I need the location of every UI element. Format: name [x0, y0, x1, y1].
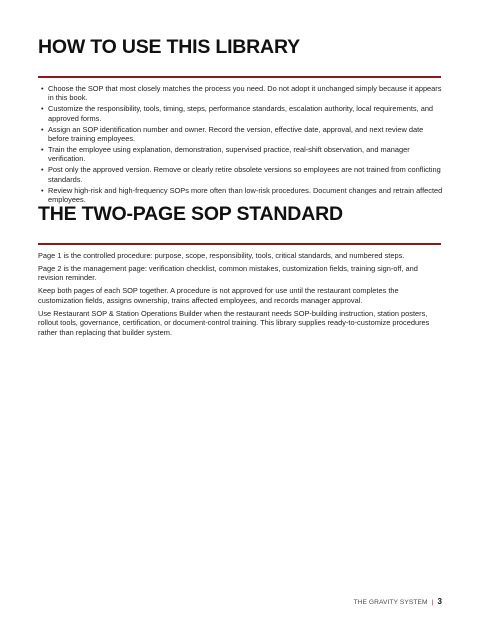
section-title-two-page-standard: THE TWO-PAGE SOP STANDARD — [38, 203, 343, 225]
section-title-how-to-use: HOW TO USE THIS LIBRARY — [38, 36, 300, 58]
list-item: • Post only the approved version. Remove or clearly retire obsolete versions so employees are not trained from conflicting standards. — [41, 165, 441, 184]
footer-separator: | — [431, 599, 434, 606]
paragraph: Page 1 is the controlled procedure: purpose, scope, responsibility, tools, critical standards, and numbered steps. — [38, 251, 405, 260]
paragraph: Use Restaurant SOP & Station Operations Builder when the restaurant needs SOP-building instruction, station posters, rollout tools, governance, certification, or document-control training. This library supplies ready-to-customize procedures rather than replacing that builder system. — [38, 308, 430, 337]
list-item: • Review high-risk and high-frequency SOPs more often than low-risk procedures. Document changes and retrain affected employees. — [41, 185, 443, 204]
instructions-list — [38, 84, 443, 206]
list-item: • Train the employee using explanation, demonstration, supervised practice, real-shift observation, and manager verification. — [41, 144, 410, 164]
page-number: 3 — [437, 597, 442, 606]
list-item: • Assign an SOP identification number and owner. Record the version, effective date, approval, and next review date before training employees. — [41, 124, 424, 144]
page-footer — [354, 597, 443, 606]
list-item: • Customize the responsibility, tools, timing, steps, performance standards, escalation authority, local requirements, and approved forms. — [41, 104, 434, 123]
list-item: • Choose the SOP that most closely matches the process you need. Do not adopt it unchanged simply because it appears in this book. — [41, 84, 442, 103]
paragraph: Keep both pages of each SOP together. A procedure is not approved for use until the restaurant completes the customization fields, assigns ownership, trains affected employees, and records manager approval. — [38, 286, 399, 305]
standard-description — [38, 251, 443, 341]
section-divider — [38, 76, 441, 78]
footer-brand: THE GRAVITY SYSTEM — [353, 599, 428, 606]
section-divider — [38, 243, 441, 245]
paragraph: Page 2 is the management page: verification checklist, common mistakes, customization fields, training sign-off, and revision reminder. — [38, 264, 418, 283]
